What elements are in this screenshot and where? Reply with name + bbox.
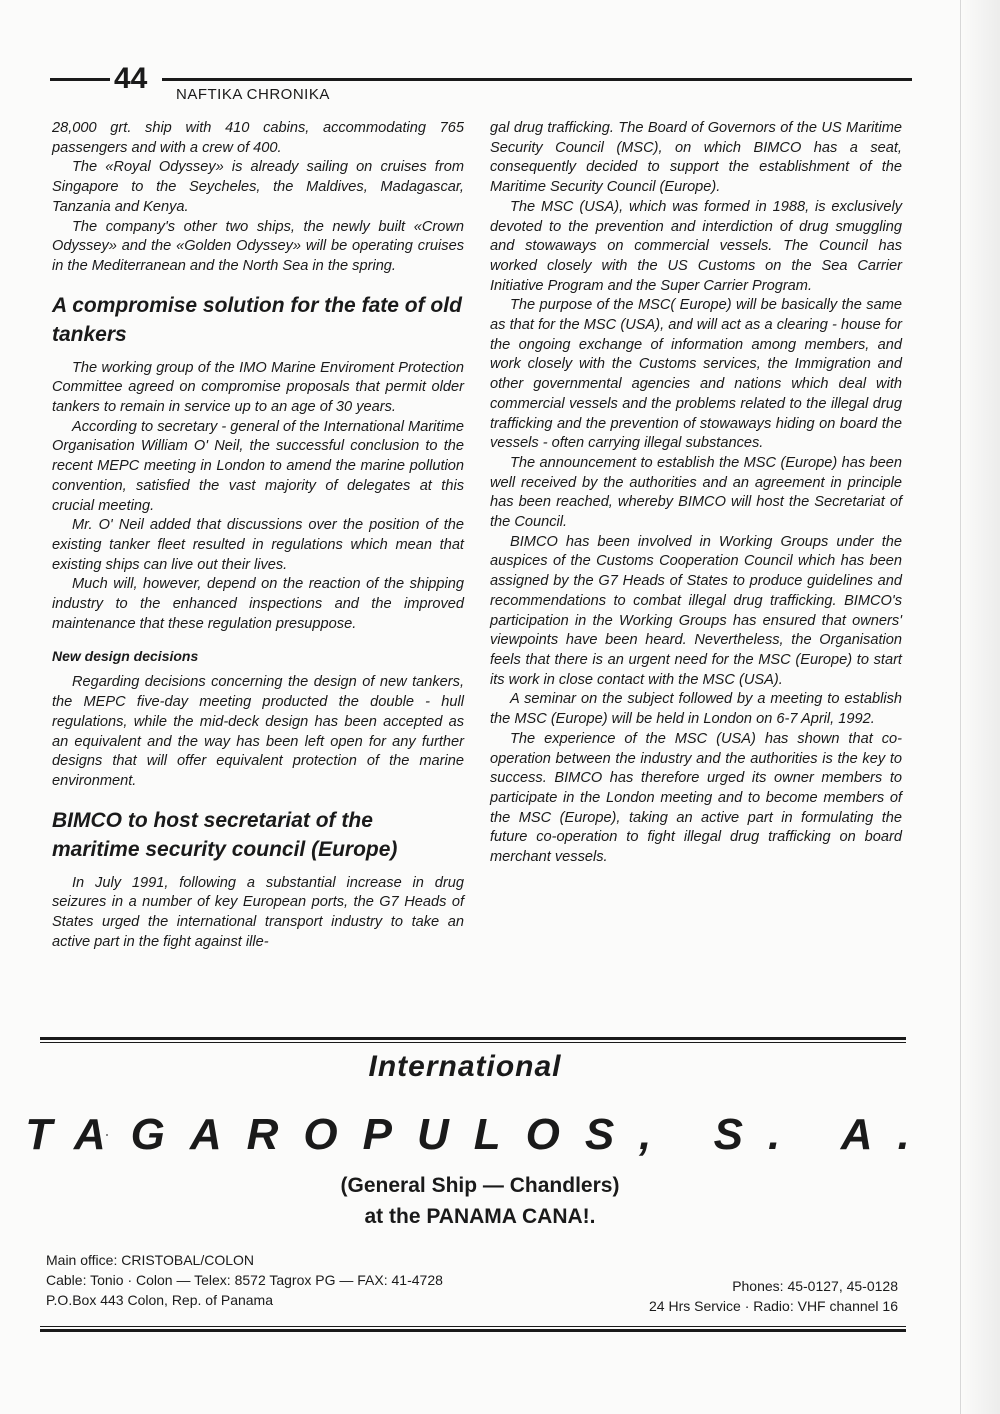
paragraph: The MSC (USA), which was formed in 1988, is exclusively devoted to the prevention and interdiction of drug smuggling and stowaways on commercial vessels. The Council has worked closely with the US Customs on the Sea Carrier Initiative Program and the Super Carrier Program.: [490, 198, 902, 294]
paragraph: The company's other two ships, the newly built «Crown Odyssey» and the «Golden Odyssey» will be operating cruises in the Mediterranean and the North Sea in the spring.: [52, 218, 464, 274]
ad-contact-left: [46, 1250, 443, 1310]
publication-title: NAFTIKA CHRONIKA: [176, 86, 330, 103]
page-edge-shadow: [960, 0, 1000, 1414]
ad-company-name: TAGAROPULOS, S. A.: [25, 1110, 935, 1159]
paragraph: Regarding decisions concerning the design of new tankers, the MEPC five-day meeting producted the double - hull regulations, while the mid-deck design has been accepted as an equivalent and the way has been left open for any further designs that will offer equivalent protection of the marine environment.: [52, 674, 464, 789]
right-column: [490, 119, 902, 868]
ad-phones: Phones: 45-0127, 45-0128: [732, 1278, 898, 1294]
paragraph: The purpose of the MSC( Europe) will be basically the same as that for the MSC (USA), and will act as a clearing - house for the ongoing exchange of information among members, and work closely with the Customs services, the Immigration and other governmental agencies and nations which deal with commercial vessels and the problems related to the illegal drug trafficking and the prevention of stowaways hiding on board the vessels - often carrying illegal substances.: [490, 297, 902, 452]
subheading-design: New design decisions: [52, 648, 199, 665]
ad-subtitle-chandlers: (General Ship — Chandlers): [340, 1174, 620, 1197]
article-heading-bimco: BIMCO to host secretariat of the maritime security council (Europe): [52, 808, 398, 861]
paragraph: Much will, however, depend on the reaction of the shipping industry to the enhanced inspections and the improved maintenance that these regulation presuppose.: [52, 576, 464, 632]
paragraph: The working group of the IMO Marine Enviroment Protection Committee agreed on compromise proposals that permit older tankers to remain in service up to an age of 30 years.: [52, 359, 464, 416]
ad-subtitle-location: at the PANAMA CANA!.: [364, 1205, 596, 1228]
ad-contact-right: [560, 1276, 898, 1316]
paragraph: In July 1991, following a substantial increase in drug seizures in a number of key European ports, the G7 Heads of States urged the international transport industry to take an active part in the fight against ille-: [52, 874, 464, 950]
ad-top-rule-thin: [40, 1042, 906, 1043]
header-rule-right: [162, 78, 912, 81]
paragraph: The announcement to establish the MSC (Europe) has been well received by the authorities and an agreement in principle has been reached, whereby BIMCO will host the Secretariat of the Council.: [490, 454, 902, 531]
paragraph: 28,000 grt. ship with 410 cabins, accommodating 765 passengers and with a crew of 400.: [52, 120, 464, 156]
paragraph: The experience of the MSC (USA) has shown that co-operation between the industry and the authorities is the key to success. BIMCO has therefore urged its owner members to participate in the London meeting and to become members of the MSC (Europe), taking an active part in formulating the future co-operation to fight illegal drug trafficking on board merchant vessels.: [490, 730, 902, 866]
ad-cable-telex-fax: Cable: Tonio · Colon — Telex: 8572 Tagrox PG — FAX: 41-4728: [46, 1272, 443, 1288]
left-column: [52, 119, 464, 953]
paragraph: The «Royal Odyssey» is already sailing on cruises from Singapore to the Seycheles, the Maldives, Madagascar, Tanzania and Kenya.: [52, 159, 464, 215]
ad-bottom-rule: [40, 1329, 906, 1332]
paragraph: BIMCO has been involved in Working Groups under the auspices of the Customs Cooperation Council which has been assigned by the G7 Heads of States to produce guidelines and recommendations to combat illegal drug trafficking. BIMCO's participation in the Working Groups has ensured that owners' viewpoints have been heard. Nevertheless, the Organisation feels that there is an urgent need for the MSC (Europe) to start its work in close contact with the MSC (USA).: [490, 533, 902, 688]
ad-service: 24 Hrs Service · Radio: VHF channel 16: [649, 1298, 898, 1314]
paragraph: A seminar on the subject followed by a meeting to establish the MSC (Europe) will be held in London on 6-7 April, 1992.: [490, 691, 902, 728]
article-heading-tankers: A compromise solution for the fate of old tankers: [52, 293, 462, 346]
paragraph: According to secretary - general of the International Maritime Organisation William O' Neil, the successful conclusion to the recent MEPC meeting in London to amend the marine pollution convention, satisfied the vast majority of delegates at this crucial meeting.: [52, 418, 464, 514]
page-number: 44: [114, 62, 148, 95]
ad-international: International: [368, 1050, 562, 1083]
header-rule-left: [50, 78, 110, 81]
ad-po-box: P.O.Box 443 Colon, Rep. of Panama: [46, 1292, 273, 1308]
paragraph: gal drug trafficking. The Board of Governors of the US Maritime Security Council (MSC), on which BIMCO has a seat, consequently decided to support the establishment of the Maritime Security Council (Europe).: [490, 120, 902, 196]
paragraph: Mr. O' Neil added that discussions over the position of the existing tanker fleet resulted in regulations which mean that existing ships can live out their lives.: [52, 517, 464, 573]
ad-main-office: Main office: CRISTOBAL/COLON: [46, 1252, 254, 1268]
ad-bottom-rule-thin: [40, 1326, 906, 1327]
ad-top-rule: [40, 1037, 906, 1040]
